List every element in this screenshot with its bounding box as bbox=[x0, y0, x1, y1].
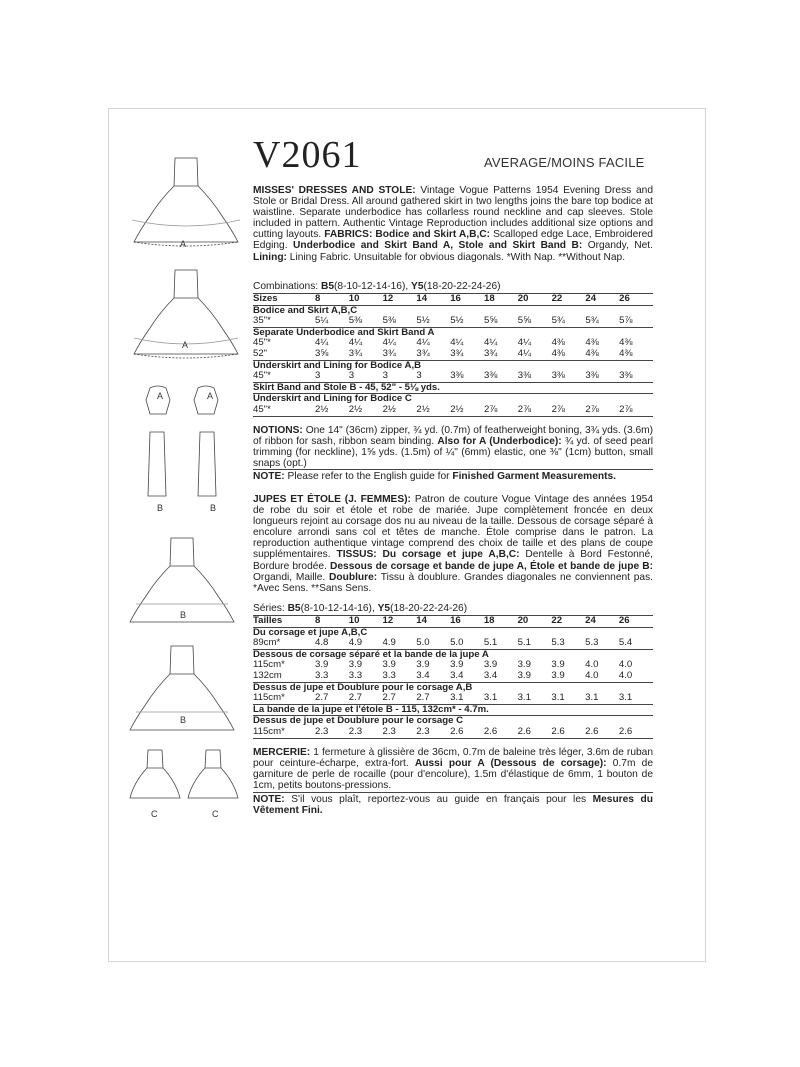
dress-a-long-sketch bbox=[132, 158, 240, 246]
yardage-cell: 5⅝ bbox=[518, 316, 552, 327]
size-header: 12 bbox=[383, 294, 417, 306]
yardage-cell: 2.3 bbox=[315, 727, 349, 738]
size-header: 10 bbox=[349, 616, 383, 628]
figure-label-c2: C bbox=[212, 809, 219, 819]
yardage-cell: 3.3 bbox=[315, 671, 349, 682]
section-title: Separate Underbodice and Skirt Band A bbox=[253, 327, 653, 338]
figure-label-c1: C bbox=[151, 809, 158, 819]
yardage-cell: 3⅜ bbox=[552, 371, 586, 382]
difficulty-level: AVERAGE/MOINS FACILE bbox=[484, 155, 645, 170]
yardage-cell: 2½ bbox=[315, 405, 349, 416]
yardage-cell: 3.1 bbox=[585, 693, 619, 704]
yardage-cell: 4¼ bbox=[518, 349, 552, 360]
yardage-cell: 3.9 bbox=[382, 659, 396, 671]
section-title: Underskirt and Lining for Bodice A,B bbox=[253, 360, 653, 371]
yardage-cell: 3.9 bbox=[518, 671, 552, 682]
yardage-cell: 3¾ bbox=[349, 349, 383, 360]
table-row bbox=[253, 727, 653, 738]
yardage-cell: 4.0 bbox=[618, 659, 633, 671]
yardage-cell: 3.9 bbox=[551, 659, 565, 671]
fabric-width: 115cm* bbox=[253, 693, 315, 704]
yardage-cell: 2½ bbox=[349, 405, 383, 416]
yardage-cell: 4⅜ bbox=[552, 349, 586, 360]
section-title: Underskirt and Lining for Bodice C bbox=[253, 394, 653, 405]
yardage-cell: 2⅞ bbox=[619, 405, 653, 416]
sizes-row bbox=[253, 294, 653, 306]
figure-label-a4: A bbox=[207, 391, 214, 401]
yardage-cell: 4¼ bbox=[315, 337, 329, 349]
yardage-cell: 3⅜ bbox=[484, 371, 518, 382]
size-header: 10 bbox=[349, 294, 383, 306]
yardage-cell: 4¼ bbox=[483, 337, 498, 349]
yardage-cell: 3.9 bbox=[483, 659, 498, 671]
yardage-cell: 4¼ bbox=[517, 337, 532, 349]
english-note: NOTE: Please refer to the English guide for Finished Garment Measurements. bbox=[253, 471, 616, 482]
yardage-cell: 2.6 bbox=[551, 727, 585, 738]
yardage-cell: 5.1 bbox=[518, 638, 552, 649]
section-row bbox=[253, 382, 653, 394]
section-title: Bodice and Skirt A,B,C bbox=[253, 305, 653, 316]
size-header: 24 bbox=[585, 616, 619, 628]
yardage-cell: 2.7 bbox=[349, 693, 383, 704]
yardage-cell: 2.6 bbox=[450, 727, 484, 738]
fabric-width: 45"* bbox=[253, 337, 271, 349]
yardage-cell: 2⅞ bbox=[585, 405, 619, 416]
french-yardage-table bbox=[253, 615, 653, 739]
yardage-cell: 3.9 bbox=[450, 659, 464, 671]
yardage-cell: 3¾ bbox=[383, 349, 417, 360]
section-title: Du corsage et jupe A,B,C bbox=[253, 627, 653, 638]
yardage-cell: 3 bbox=[349, 371, 383, 382]
yardage-cell: 3.9 bbox=[517, 659, 531, 671]
yardage-cell: 4⅜ bbox=[619, 349, 653, 360]
section-title: Dessus de jupe et Doublure pour le corsage A,B bbox=[253, 682, 653, 693]
table-row bbox=[253, 671, 653, 682]
yardage-cell: 2½ bbox=[383, 405, 417, 416]
yardage-cell: 5¾ bbox=[552, 316, 586, 327]
yardage-cell: 3.9 bbox=[416, 659, 430, 671]
yardage-cell: 3¾ bbox=[416, 349, 450, 360]
size-header: 18 bbox=[484, 294, 518, 306]
french-description: JUPES ET ÉTOLE (J. FEMMES): Patron de couture Vogue Vintage des années 1954 de robe du soir et étole et robe de mariée. Jupe complètement froncée en deux longueurs rejoint au corsage dos nu au niveau de la taille. Dessous de corsage séparé à encolure arrondi sans col et têtes de manche. Étole comprise dans le patron. La reproduction authentique vintage comprend des choix de taille et des plans de coupe supplémentaires. TISSUS: Du corsage et jupe A,B,C: Dentelle à Bord Festonné, Bordure brodée. Dessous de corsage et bande de jupe A, Étole et bande de jupe B: Organdi, Maille. Doublure: Tissu à doublure. Grandes diagonales ne conviennent pas. *Avec Sens. **Sans Sens. bbox=[253, 494, 654, 594]
sizes-label: Tailles bbox=[253, 616, 315, 628]
yardage-cell: 3.4 bbox=[484, 671, 518, 682]
yardage-cell: 3.1 bbox=[551, 693, 585, 704]
section-title: La bande de la jupe et l'étole B - 115, 132cm* - 4.7m. bbox=[253, 704, 653, 716]
yardage-cell: 5⅜ bbox=[349, 316, 383, 327]
yardage-cell: 2.6 bbox=[619, 727, 653, 738]
yardage-cell: 3.1 bbox=[518, 693, 552, 704]
yardage-cell: 2.6 bbox=[484, 727, 518, 738]
yardage-cell: 5⅞ bbox=[619, 316, 653, 327]
yardage-cell: 4¼ bbox=[416, 337, 430, 349]
figure-label-a2: A bbox=[182, 340, 189, 350]
size-header: 12 bbox=[383, 616, 417, 628]
yardage-cell: 4⅜ bbox=[585, 349, 619, 360]
size-header: 8 bbox=[315, 294, 349, 306]
yardage-cell: 4⅜ bbox=[585, 337, 599, 349]
yardage-cell: 4¼ bbox=[382, 337, 396, 349]
garment-sketches bbox=[120, 150, 250, 830]
fabric-width: 52" bbox=[253, 349, 315, 360]
yardage-cell: 4.9 bbox=[383, 638, 417, 649]
figure-label-a3: A bbox=[157, 391, 164, 401]
yardage-cell: 5¾ bbox=[585, 316, 619, 327]
yardage-cell: 5.0 bbox=[416, 638, 450, 649]
yardage-cell: 3.9 bbox=[348, 659, 363, 671]
yardage-cell: 2.6 bbox=[585, 727, 619, 738]
yardage-cell: 5.3 bbox=[551, 638, 585, 649]
figure-label-b2: B bbox=[210, 503, 217, 513]
section-title: Dessous de corsage séparé et la bande de la jupe A bbox=[253, 649, 653, 660]
yardage-cell: 3⅜ bbox=[518, 371, 552, 382]
yardage-cell: 5.3 bbox=[585, 638, 619, 649]
size-header: 24 bbox=[585, 294, 619, 306]
yardage-cell: 5⅝ bbox=[484, 316, 518, 327]
yardage-cell: 5¼ bbox=[315, 316, 349, 327]
yardage-cell: 3 bbox=[383, 371, 417, 382]
pattern-code: V2061 bbox=[253, 134, 362, 176]
size-header: 20 bbox=[518, 294, 552, 306]
french-combinations: Séries: B5(8-10-12-14-16), Y5(18-20-22-24-26) bbox=[253, 603, 468, 614]
yardage-cell: 3 bbox=[416, 371, 450, 382]
yardage-cell: 3.1 bbox=[619, 693, 653, 704]
yardage-cell: 5.4 bbox=[619, 638, 653, 649]
figure-label-b3: B bbox=[180, 610, 187, 620]
figure-label-b4: B bbox=[180, 715, 187, 725]
divider bbox=[253, 469, 653, 470]
yardage-cell: 3.4 bbox=[416, 671, 450, 682]
section-title: Skirt Band and Stole B - 45, 52" - 5⅛ yds. bbox=[253, 382, 653, 394]
yardage-cell: 3.3 bbox=[349, 671, 383, 682]
fabric-width: 115cm* bbox=[253, 727, 315, 738]
french-note: NOTE: S'il vous plaît, reportez-vous au guide en français pour les Mesures du Vêtement Fini. bbox=[253, 794, 653, 817]
figure-label-a1: A bbox=[180, 239, 187, 249]
yardage-cell: 4.0 bbox=[585, 671, 619, 682]
yardage-cell: 3.1 bbox=[484, 693, 518, 704]
stole-sketch bbox=[148, 432, 216, 496]
yardage-cell: 3.3 bbox=[383, 671, 417, 682]
yardage-cell: 4⅜ bbox=[619, 337, 633, 349]
yardage-cell: 4.8 bbox=[315, 638, 349, 649]
yardage-cell: 3¾ bbox=[484, 349, 518, 360]
section-title: Dessus de jupe et Doublure pour le corsage C bbox=[253, 716, 653, 727]
size-header: 22 bbox=[551, 616, 585, 628]
yardage-cell: 4¼ bbox=[450, 337, 464, 349]
table-row bbox=[253, 638, 653, 649]
table-row bbox=[253, 316, 653, 327]
size-header: 26 bbox=[619, 616, 653, 628]
sizes-row bbox=[253, 616, 653, 628]
fabric-width: 35"* bbox=[253, 316, 315, 327]
yardage-cell: 3.1 bbox=[450, 693, 484, 704]
yardage-cell: 5½ bbox=[450, 316, 484, 327]
yardage-cell: 4.0 bbox=[619, 671, 653, 682]
yardage-cell: 2.7 bbox=[416, 693, 450, 704]
yardage-cell: 2.7 bbox=[383, 693, 417, 704]
yardage-cell: 5½ bbox=[416, 316, 450, 327]
yardage-cell: 3⅜ bbox=[619, 371, 653, 382]
yardage-cell: 5⅜ bbox=[383, 316, 417, 327]
fabric-width: 45"* bbox=[253, 371, 315, 382]
yardage-cell: 2.3 bbox=[383, 727, 417, 738]
english-description: MISSES' DRESSES AND STOLE: Vintage Vogue Patterns 1954 Evening Dress and Stole or Bridal Dress. All around gathered skirt in two lengths joins the bare top bodice at waistline. Separate underbodice has collarless round neckline and cap sleeves. Stole included in pattern. Authentic Vintage Reproduction includes additional size options and cutting layouts. FABRICS: Bodice and Skirt A,B,C: Scalloped edge Lace, Embroidered Edging. Underbodice and Skirt Band A, Stole and Skirt Band B: Organdy, Net. Lining: Lining Fabric. Unsuitable for obvious diagonals. *With Nap. **Without Nap. bbox=[253, 185, 653, 263]
size-header: 14 bbox=[416, 616, 450, 628]
table-row bbox=[253, 371, 653, 382]
size-header: 14 bbox=[416, 294, 450, 306]
yardage-cell: 3⅝ bbox=[315, 349, 349, 360]
yardage-cell: 4.0 bbox=[585, 659, 599, 671]
yardage-cell: 3.9 bbox=[551, 671, 585, 682]
size-header: 16 bbox=[450, 616, 484, 628]
yardage-cell: 5.1 bbox=[484, 638, 518, 649]
yardage-cell: 4.9 bbox=[349, 638, 383, 649]
yardage-cell: 3⅜ bbox=[450, 371, 484, 382]
english-notions: NOTIONS: One 14" (36cm) zipper, ¾ yd. (0.7m) of featherweight boning, 3¾ yds. (3.6m) of ribbon for sash, ribbon seam binding. Also for A (Underbodice): ¾ yd. of seed pearl trimming (for neckline), 1⅝ yds. (1.5m) of ¼" (6mm) elastic, one ⅜" (1cm) button, small snaps (opt.) bbox=[253, 425, 653, 470]
yardage-cell: 3¾ bbox=[450, 349, 484, 360]
yardage-cell: 4⅜ bbox=[551, 337, 565, 349]
section-row bbox=[253, 704, 653, 716]
yardage-cell: 2⅞ bbox=[484, 405, 518, 416]
yardage-cell: 2.3 bbox=[416, 727, 450, 738]
size-header: 8 bbox=[315, 616, 349, 628]
table-row bbox=[253, 405, 653, 416]
french-notions: MERCERIE: 1 fermeture à glissière de 36cm, 0.7m de baleine très léger, 3.6m de ruban pour ceinture-écharpe, extra-fort. Aussi pour A (Dessous de corsage): 0.7m de garniture de perle de rocaille (pour d'encolure), 1.5m d'élastique de 6mm, 1 bouton de 1cm, petits boutons-pressions. bbox=[253, 747, 653, 792]
yardage-cell: 3.9 bbox=[315, 659, 329, 671]
yardage-cell: 2.6 bbox=[518, 727, 552, 738]
fabric-width: 115cm* bbox=[253, 659, 285, 671]
fabric-width: 89cm* bbox=[253, 638, 315, 649]
yardage-cell: 2½ bbox=[416, 405, 450, 416]
divider bbox=[253, 792, 653, 793]
yardage-cell: 5.0 bbox=[450, 638, 484, 649]
table-row bbox=[253, 349, 653, 360]
size-header: 26 bbox=[619, 294, 653, 306]
yardage-cell: 2.3 bbox=[349, 727, 383, 738]
sizes-label: Sizes bbox=[253, 294, 315, 306]
yardage-cell: 4¼ bbox=[348, 337, 363, 349]
figure-label-b1: B bbox=[157, 503, 164, 513]
table-row bbox=[253, 693, 653, 704]
yardage-cell: 3.4 bbox=[450, 671, 484, 682]
yardage-cell: 2⅞ bbox=[518, 405, 552, 416]
size-header: 20 bbox=[518, 616, 552, 628]
size-header: 18 bbox=[484, 616, 518, 628]
yardage-cell: 3⅜ bbox=[585, 371, 619, 382]
english-yardage-table bbox=[253, 293, 653, 417]
dress-c-sketch bbox=[130, 750, 238, 798]
fabric-width: 132cm bbox=[253, 671, 315, 682]
english-combinations: Combinations: B5(8-10-12-14-16), Y5(18-20-22-24-26) bbox=[253, 281, 501, 292]
yardage-cell: 2½ bbox=[450, 405, 484, 416]
yardage-cell: 2⅞ bbox=[552, 405, 586, 416]
yardage-cell: 3 bbox=[315, 371, 349, 382]
fabric-width: 45"* bbox=[253, 405, 315, 416]
yardage-cell: 2.7 bbox=[315, 693, 349, 704]
size-header: 22 bbox=[552, 294, 586, 306]
size-header: 16 bbox=[450, 294, 484, 306]
